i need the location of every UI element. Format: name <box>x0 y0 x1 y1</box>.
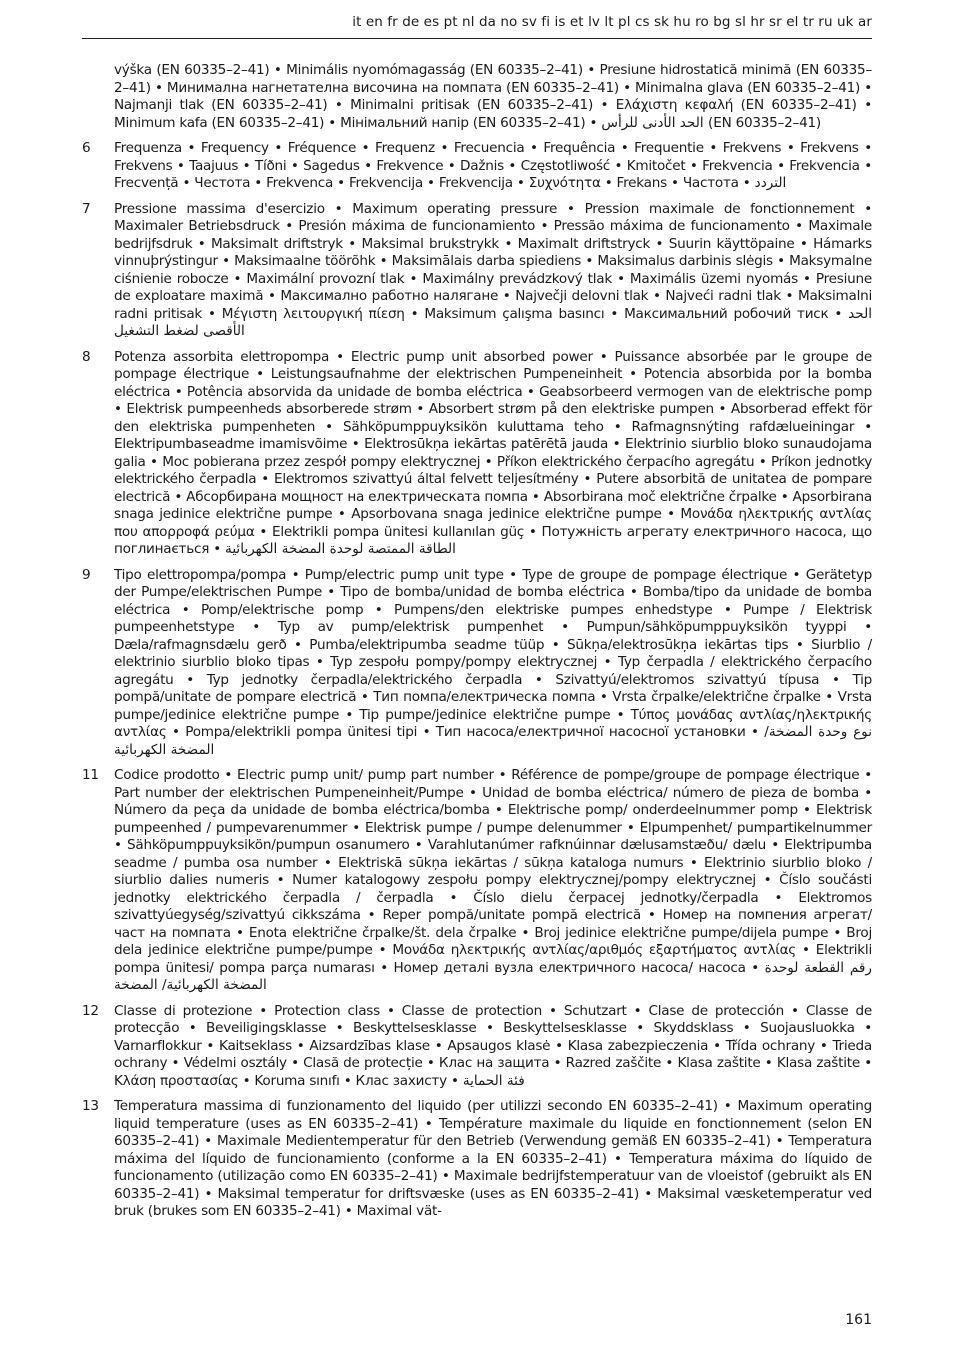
list-item <box>82 201 872 341</box>
item-text: Classe di protezione • Protection class • Classe de protection • Schutzart • Clase de protección • Classe de protecção • Beveiligingsklasse • Beskyttelsesklasse • Beskyttelsesklasse • Skyddsklass • Suojausluokka • Varnarflokkur • Kaitseklass • Aizsardzības klase • Apsaugos klasė • Klasa zabezpieczenia • Třída ochrany • Trieda ochrany • Védelmi osztály • Clasă de protecție • Клас на защита • Razred zaščite • Klasa zaštite • Klasa zaštite • Κλάση προστασίας • Koruma sınıfı • Клас захисту • فئة الحماية <box>114 1002 872 1089</box>
language-codes-header: it en fr de es pt nl da no sv fi is et lv lt pl cs sk hu ro bg sl hr sr el tr ru uk ar <box>352 14 872 30</box>
item-number: 8 <box>82 348 91 365</box>
list-item <box>82 349 872 559</box>
item-number: 7 <box>82 200 91 217</box>
item-text: Codice prodotto • Electric pump unit/ pump part number • Référence de pompe/groupe de pompage électrique • Part number der elektrischen Pumpeneinheit/Pumpe • Unidad de bomba eléctrica/ número de pieza de bomba • Número da peça da unidade de bomba eléctrica/bomba • Elektrische pomp/ onderdeelnummer pomp • Elektrisk pumpeenhed / pumpevarenummer • Elektrisk pumpe / pumpe delenummer • Elpumpenhet/ pumpartikelnummer • Sähköpumppuyksikön/pumpun osanumero • Varahlutanúmer rafknúinnar dælusamstæðu/ dælu • Elektripumba seadme / pumba osa number • Elektriskā sūkņa iekārtas / sūkņa kataloga numurs • Elektrinio siurblio bloko / siurblio dalies numeris • Numer katalogowy zespołu pompy elektrycznej/pompy elektrycznej • Číslo součásti jednotky elektrického čerpadla / čerpadla • Číslo dielu čerpacej jednotky/čerpadla • Elektromos szivattyúegység/szivattyú cikkszáma • Reper pompă/unitate pompă electrică • Номер на помпения агрегат/ част на помпата • Enota električne črpalke/št. dela črpalke • Broj jedinice električne pumpe/dijela pumpe • Broj dela jedinice električne pumpe/pumpe • Μονάδα ηλεκτρικής αντλίας/αριθμός εξαρτήματος αντλίας • Elektrikli pompa ünitesi/ pompa parça numarası • Номер деталі вузла електричного насоса/ насоса • رقم القطعة لوحدة المضخة الكهربائية/ المضخة <box>114 767 872 993</box>
header-rule <box>82 38 872 39</box>
item-text: Pressione massima d'esercizio • Maximum operating pressure • Pression maximale de fonctionnement • Maximaler Betriebsdruck • Presión máxima de funcionamiento • Pressão máxima de funcionamento • Maximale bedrijfsdruk • Maksimalt driftstryk • Maksimal brukstrykk • Maximalt driftstryck • Suurin käyttöpaine • Hámarks vinnuþrýstingur • Maksimaalne töörõhk • Maksimālais darba spiediens • Maksimalus darbinis slėgis • Maksymalne ciśnienie robocze • Maximální provozní tlak • Maximálny prevádzkový tlak • Maximális üzemi nyomás • Presiune de exploatare maximă • Максимално работно налягане • Največji delovni tlak • Najveći radni tlak • Maksimalni radni pritisak • Μέγιστη λειτουργική πίεση • Maksimum çalışma basıncı • Максимальний робочий тиск • الحد الأقصى لضغط التشغيل <box>114 200 872 339</box>
item-number: 9 <box>82 566 91 583</box>
list-item <box>82 62 872 132</box>
item-number: 13 <box>82 1098 99 1114</box>
item-text: Temperatura massima di funzionamento del liquido (per utilizzi secondo EN 60335–2–41) • Maximum operating liquid temperature (uses as EN 60335–2–41) • Température maximale du liquide en fonctionnement (selon EN 60335–2–41) • Maximale Medientemperatur für den Betrieb (Verwendung gemäß EN 60335–2–41) • Temperatura máxima del líquido de funcionamiento (conforme a la EN 60335–2–41) • Temperatura máxima do líquido de funcionamento (utilização como EN 60335–2–41) • Maximale bedrijfstemperatuur van de vloeistof (gebruikt als EN 60335–2–41) • Maksimal temperatur for driftsvæske (uses as EN 60335–2–41) • Maksimal væsketemperatur ved bruk (brukes som EN 60335–2–41) • Maximal vät- <box>114 1098 872 1219</box>
item-number: 12 <box>82 1002 99 1019</box>
item-text: Tipo elettropompa/pompa • Pump/electric pump unit type • Type de groupe de pompage électrique • Gerätetyp der Pumpe/elektrischen Pumpe • Tipo de bomba/unidad de bomba eléctrica • Bomba/tipo da unidade de bomba eléctrica • Pomp/elektrische pomp • Pumpens/den elektriske pumpes enhedstype • Pumpe / Elektrisk pumpeenhetstype • Typ av pump/elektrisk pumpenhet • Pumpun/sähköpumppuyksikön tyyppi • Dæla/rafmagnsdælu gerð • Pumba/elektripumba seadme tüüp • Sūkņa/elektrosūkņa iekārtas tips • Siurblio / elektrinio siurblio bloko tipas • Typ zespołu pompy/pompy elektrycznej • Typ čerpadla / elektrického čerpacího agregátu • Typ jednotky čerpadla/elektrického čerpadla • Szivattyú/elektromos szivattyú típusa • Tip pompă/unitate de pompare electrică • Тип помпа/електрическа помпа • Vrsta črpalke/električne črpalke • Vrsta pumpe/jedinice električne pumpe • Tip pumpe/jedinice električne pumpe • Τύπος μονάδας αντλίας/ηλεκτρικής αντλίας • Pompa/elektrikli pompa ünitesi tipi • Тип насоса/електричної насосної установки • نوع وحدة المضخة/المضخة الكهربائية <box>114 566 872 758</box>
item-text: Frequenza • Frequency • Fréquence • Frequenz • Frecuencia • Frequência • Frequentie • Frekvens • Frekvens • Frekvens • Taajuus • Tíðni • Sagedus • Frekvence • Dažnis • Częstotliwość • Kmitočet • Frekvencia • Frekvencia • Frecvență • Честота • Frekvenca • Frekvencija • Frekvencija • Συχνότητα • Frekans • Частота • التردد <box>114 140 872 191</box>
list-item <box>82 767 872 995</box>
item-number: 6 <box>82 140 91 156</box>
item-text: výška (EN 60335–2–41) • Minimális nyomómagasság (EN 60335–2–41) • Presiune hidrostatică minimă (EN 60335–2–41) • Минимална нагнетателна височина на помпата (EN 60335–2–41) • Minimalna glava (EN 60335–2–41) • Najmanji tlak (EN 60335–2–41) • Minimalni pritisak (EN 60335–2–41) • Ελάχιστη κεφαλή (EN 60335–2–41) • Minimum kafa (EN 60335–2–41) • Мінімальний напір (EN 60335–2–41) • الحد الأدنى للرأس (EN 60335–2–41) <box>114 62 872 131</box>
list-item <box>82 1098 872 1221</box>
list-item <box>82 1003 872 1091</box>
list-item <box>82 567 872 760</box>
item-text: Potenza assorbita elettropompa • Electric pump unit absorbed power • Puissance absorbée par le groupe de pompage électrique • Leistungsaufnahme der elektrischen Pumpeneinheit • Potencia absorbida por la bomba eléctrica • Potência absorvida da unidade de bomba eléctrica • Geabsorbeerd vermogen van de elektrische pomp • Elektrisk pumpeenheds absorberede strøm • Absorbert strøm på den elektriske pumpen • Absorberad effekt för den elektriska pumpenheten • Sähköpumppuyksikön kuluttama teho • Rafmagnsnýting rafdælueiningar • Elektripumbaseadme imamisvõime • Elektrosūkņa iekārtas patērētā jauda • Elektrinio siurblio bloko sunaudojama galia • Moc pobierana przez zespół pompy elektrycznej • Příkon elektrického čerpacího agregátu • Príkon jednotky elektrického čerpadla • Elektromos szivattyú által felvett teljesítmény • Putere absorbită de unitatea de pompare electrică • Абсорбирана мощност на електрическата помпа • Absorbirana moč električne črpalke • Apsorbirana snaga jedinice električne pumpe • Apsorbovana snaga jedinice električne pumpe • Μονάδα ηλεκτρικής αντλίας που απορροφά ρεύμα • Elektrikli pompa ünitesi kullanılan güç • Потужність агрегату електричного насоса, що поглинається • الطاقة الممتصة لوحدة المضخة الكهربائية <box>114 348 872 557</box>
list-item <box>82 140 872 193</box>
page-content <box>82 62 872 1229</box>
item-number: 11 <box>82 767 99 783</box>
page-number: 161 <box>845 1312 872 1328</box>
